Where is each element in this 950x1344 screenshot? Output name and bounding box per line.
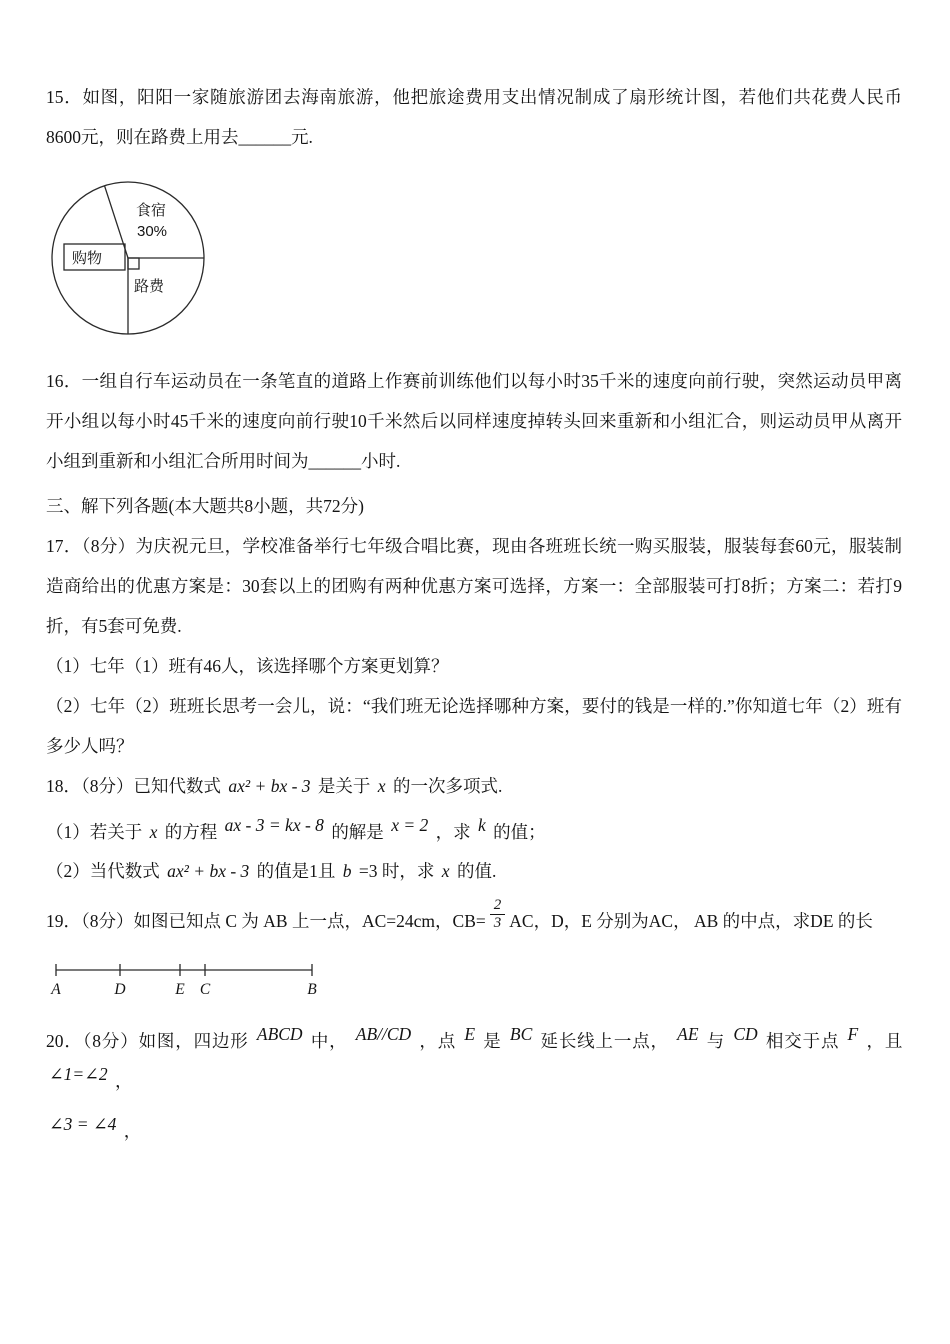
q18-var-x: x — [377, 775, 386, 796]
q18-s1-mid2: 的解是 — [331, 821, 384, 842]
question-16-text: 16．一组自行车运动员在一条笔直的道路上作赛前训练他们以每小时35千米的速度向前行驶，突然运动员甲离开小组以每小时45千米的速度向前行驶10千米然后以同样速度掉转头回来重新和小组汇合，则运动员甲从离开小组到重新和小组汇合所用时间为______小时. — [46, 370, 902, 471]
q20-quad-abcd: ABCD — [256, 1024, 303, 1045]
question-17-sub1: （1）七年（1）班有46人，该选择哪个方案更划算？ — [46, 656, 449, 677]
q18-s1-k: k — [478, 814, 486, 835]
q20-angle3-equals-angle4: ∠3 = ∠4 — [49, 1114, 117, 1135]
right-angle-marker — [128, 258, 139, 269]
q18-s1-solution: x = 2 — [391, 814, 429, 835]
q18-s2-pre: （2）当代数式 — [46, 861, 160, 882]
q20-segment-cd: CD — [733, 1024, 758, 1045]
q19-pre: 19．（8分）如图已知点 C 为 AB 上一点，AC=24cm，CB= — [46, 911, 486, 932]
q20-t7: ，且 — [866, 1031, 903, 1052]
question-18-text — [46, 767, 902, 807]
section-heading: 三、解下列各题(本大题共8小题，共72分) — [46, 496, 364, 517]
q18-s2-x: x — [441, 861, 450, 882]
point-label-b: B — [307, 981, 317, 999]
pie-label-food: 食宿 — [136, 201, 167, 219]
point-label-c: C — [199, 981, 211, 999]
q20-line2-post: ， — [123, 1121, 142, 1142]
pie-label-shopping: 购物 — [72, 249, 103, 267]
question-17-sub2: （2）七年（2）班班长思考一会儿，说：“我们班无论选择哪种方案，要付的钱是一样的.”你知道七年（2）班有多少人吗？ — [46, 695, 902, 756]
question-20-text — [46, 1016, 902, 1102]
q18-s1-mid: 的方程 — [164, 821, 218, 842]
q18-post: 的一次多项式. — [392, 775, 503, 796]
q20-point-e: E — [464, 1024, 476, 1045]
q20-t6: 相交于点 — [765, 1031, 840, 1052]
question-20-line2 — [46, 1112, 902, 1152]
pie-chart — [46, 174, 218, 342]
q18-s2-mid: 的值是1且 — [256, 861, 336, 882]
q20-angle1-equals-angle2: ∠1=∠2 — [49, 1064, 108, 1085]
point-label-a: A — [51, 981, 61, 999]
pie-label-fare: 路费 — [134, 277, 165, 295]
point-label-d: D — [114, 981, 126, 999]
fraction-two-thirds — [490, 897, 506, 933]
q20-point-f: F — [847, 1024, 859, 1045]
question-15-text: 15．如图，阳阳一家随旅游团去海南旅游，他把旅途费用支出情况制成了扇形统计图，若他们共花费人民币8600元，则在路费上用去______元. — [46, 87, 902, 147]
q18-mid: 是关于 — [317, 775, 371, 796]
segment-diagram — [50, 958, 340, 1000]
q18-s1-mid3: ，求 — [435, 821, 471, 842]
q20-ab-parallel-cd: AB//CD — [355, 1024, 412, 1045]
q18-s1-equation: ax - 3 = kx - 8 — [224, 814, 324, 835]
fraction-denominator: 3 — [493, 914, 502, 931]
q18-s2-polynomial: ax² + bx - 3 — [167, 861, 250, 882]
q18-pre: 18．（8分）已知代数式 — [46, 775, 221, 796]
question-18-sub1 — [46, 807, 902, 853]
q20-pre: 20．（8分）如图，四边形 — [46, 1031, 249, 1052]
q19-post: AC，D，E 分别为AC， AB 的中点，求DE 的长 — [509, 911, 873, 932]
q20-segment-bc: BC — [509, 1024, 533, 1045]
q20-segment-ae: AE — [677, 1024, 699, 1045]
q20-t5: 与 — [706, 1031, 726, 1052]
point-label-e: E — [175, 981, 185, 999]
question-17-text: 17．（8分）为庆祝元旦，学校准备举行七年级合唱比赛，现由各班班长统一购买服装，服装每套60元，服装制造商给出的优惠方案是：30套以上的团购有两种优惠方案可选择，方案一：全部服装可打8折；方案二：若打9折，有5套可免费. — [46, 536, 902, 637]
q20-t8: ， — [115, 1071, 133, 1092]
q18-s2-mid2: =3 时，求 — [358, 861, 435, 882]
q18-s2-post: 的值. — [456, 861, 497, 882]
q18-s1-x: x — [149, 821, 158, 842]
q18-s1-pre: （1）若关于 — [46, 821, 143, 842]
q20-t1: 中， — [310, 1031, 348, 1052]
q18-s2-b: b — [342, 861, 352, 882]
question-18-sub2 — [46, 852, 902, 892]
q20-t2: ，点 — [419, 1031, 457, 1052]
fraction-numerator: 2 — [490, 897, 506, 915]
question-19-text — [46, 896, 902, 942]
pie-label-food-pct: 30% — [137, 222, 168, 240]
q20-t4: 延长线上一点， — [540, 1031, 669, 1052]
q18-polynomial: ax² + bx - 3 — [228, 775, 311, 796]
q20-t3: 是 — [483, 1031, 502, 1052]
q18-s1-post: 的值； — [493, 821, 546, 842]
